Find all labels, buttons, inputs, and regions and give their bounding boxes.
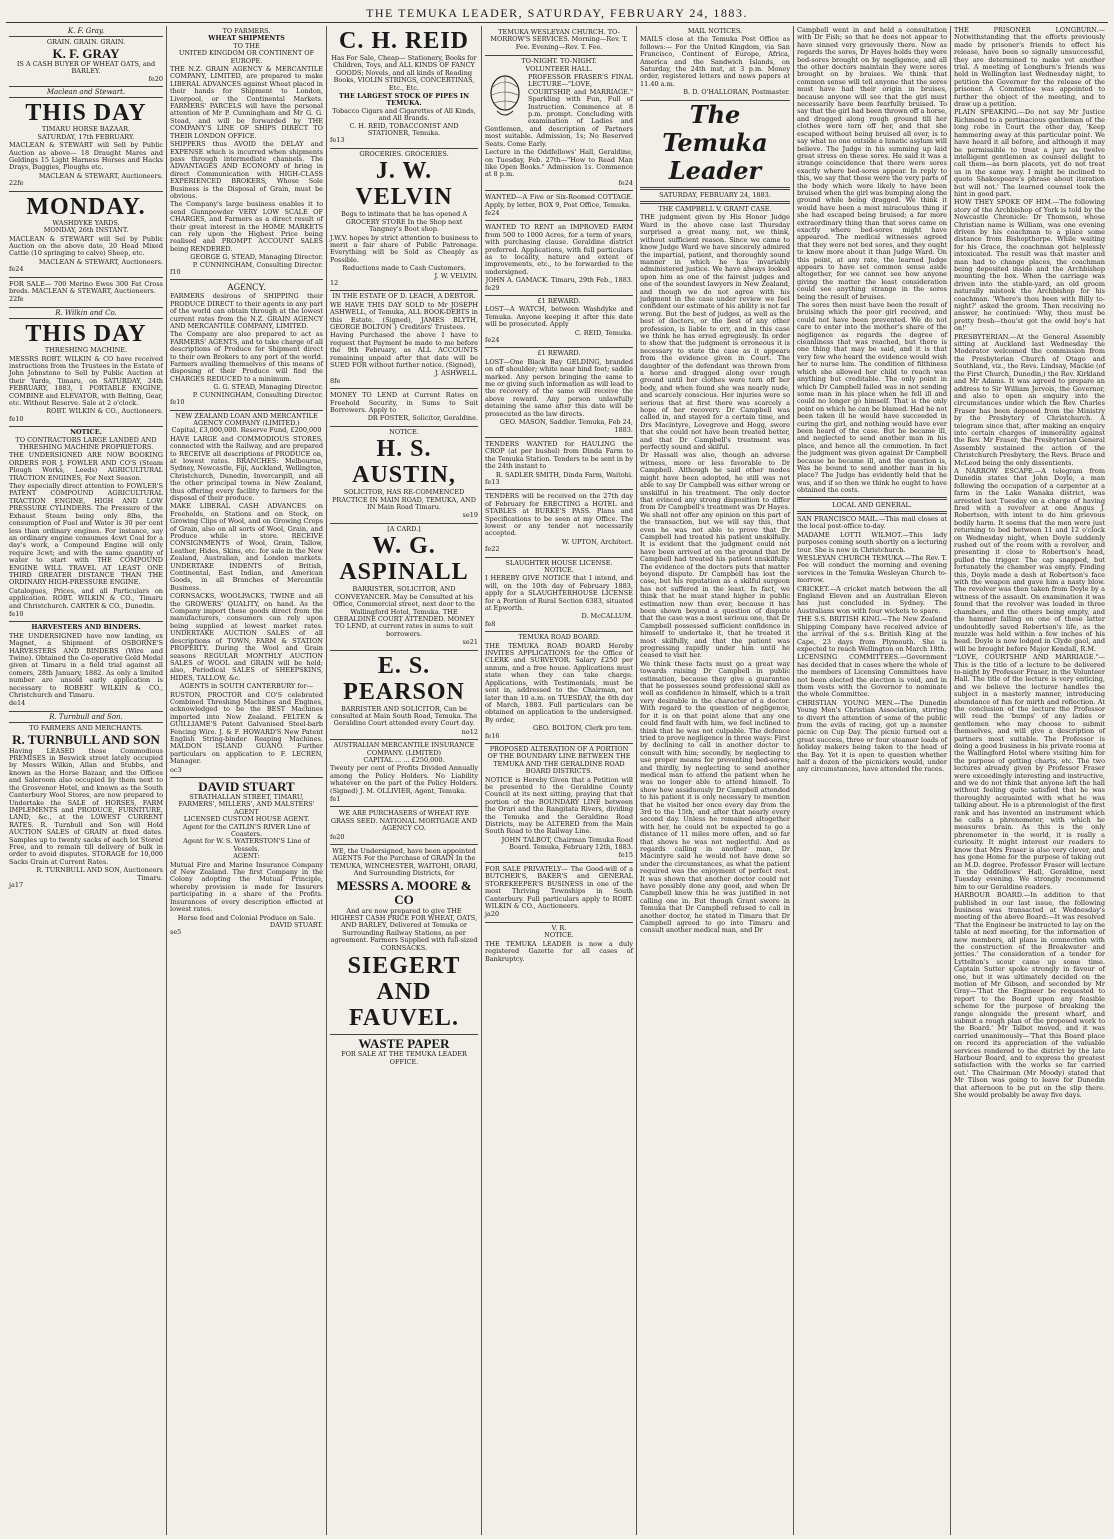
butcher-advert	[485, 863, 633, 923]
column-1	[6, 26, 166, 1535]
advert-body: TENDERS will be received on the 27th day of February for ERECTING a HOTEL and STABLES at BURKE'S PASS. Plans and Specifications to be seen at my Office. The lowest or any tender not necessarily accepted.	[485, 492, 633, 538]
advert-body: Mutual Fire and Marine Insurance Company of New Zealand. The first Company in the Colony adopting the Mutual Principle, whereby provision is made for Insurers participating in a share of the Profits. Insurances of every description effected at lowest rates.	[170, 860, 323, 914]
advert-signature: C. REID, Temuka.	[574, 328, 633, 337]
advert-body: LOST—A WATCH, between Washdyke and Temuka. Anyone keeping it after this date will be prosecuted. Apply	[485, 305, 633, 329]
column-5	[636, 26, 793, 1535]
gazette-notice	[485, 923, 633, 967]
advert-body: LOST—One Black Bay GELDING, branded on off shoulder; white near hind foot; saddle marked. Any person bringing the same to me or giving such information as will lead to the recovery of the same will receive the above reward. Any person unlawfully detaining the same after this date will be prosecuted as the law directs.	[485, 357, 633, 418]
advert-subhead: WHEAT SHIPMENTS	[208, 34, 285, 43]
advert-code: fe24	[485, 336, 500, 345]
advert-signature: P. CUNNINGHAM, Consulting Director.	[192, 390, 323, 399]
advert-code: se5	[170, 928, 182, 937]
advert-body: NOTICE is Hereby Given that a Petition will be presented to the Geraldine County Council at its next sitting, praying that that portion of the BOUNDARY LINE between the Orari and the Rangitata Rivers, dividing the Temuka and the Geraldine Road Districts, may be ALTERED from the Main South Road to the Railway Line.	[485, 775, 633, 836]
advert-code: fe10	[9, 414, 24, 423]
advert-body: Has For Sale, Cheap— Stationery, Books for Children, Toys, and ALL KINDS OF FANCY GOODS; Novels, and all kinds of Reading Books, VIOLIN STRINGS, CONCERTINAS, Etc., Etc.	[331, 54, 477, 92]
advert-body: FOR SALE AT THE TEMUKA LEADER OFFICE.	[341, 1050, 467, 1066]
mortgage-advert	[330, 807, 478, 845]
advert-code: f10	[170, 268, 181, 276]
notice-heading: NOTICE.	[544, 931, 574, 940]
advert-signature: GEORGE G. STEAD, Managing Director.	[190, 253, 323, 262]
advert-name: H. S. AUSTIN,	[352, 436, 456, 489]
advert-name: E. S. PEARSON	[343, 652, 465, 705]
advert-body: MESSRS ROBT. WILKIN & CO have received instructions from the Trustees in the Estate of John Johnstone to Sell by Public Auction at their Yards, Timaru, on SATURDAY, 24th FEBRUARY, 1883, 1 PORTABLE ENGINE, COMBINE and ELEVATOR, with Belting, Gear, etc. Without Reserve. Sale at 2 o'clock.	[9, 354, 163, 407]
advert-subhead: TIMARU HORSE BAZAAR.	[41, 125, 131, 134]
advert-body: Begs to intimate that he has opened A GROCERY STORE In the Shop next Tangney's Boot shop.	[340, 210, 468, 234]
advert-subhead: LICENSED CUSTOM HOUSE AGENT.	[183, 815, 310, 824]
lecture-advert	[485, 56, 633, 191]
advert-signature: G. G. STEAD, Managing Director.	[213, 383, 323, 392]
newspaper-title: The Temuka Leader	[662, 99, 768, 185]
advert-body: Agent for the CATLIN'S RIVER Line of Coasters.	[183, 822, 310, 839]
advert-body: Having Purchased the above I have to request that Payment be made to me before the 9th February, as ALL ACCOUNTS remaining unpaid after that date will be SUED FOR without further notice. (Signed),	[330, 331, 478, 369]
advert-body: Having LEASED those Commodious PREMISES in Beswick street lately occupied by Messrs Wilkin, Allan and Stubbs, and known as the Horse Bazaar, and the Offices and Saleroom also occupied by them next to the Grosvenor Hotel, and known as the South Canterbury Wool Stores, are now prepared to Undertake the SALE of HORSES, FARM IMPLEMENTS and PRODUCE, FURNITURE, LAND, &c., at the LOWEST CURRENT RATES. R. Turnbull and Son will Hold AUCTION SALES of GRAIN at fixed dates. Samples up to twenty sacks of each lot Stored Free, and to remain till delivery of bulk in order to avoid disputes. STORAGE for 10,000 Sacks Grain at Current Rates.	[9, 746, 163, 866]
advert-header: R. Wilkin and Co.	[9, 310, 163, 319]
leach-advert	[330, 291, 478, 389]
advert-code: 12	[330, 278, 339, 287]
this-day-heading: THIS DAY	[25, 321, 147, 348]
advert-code: fe15	[618, 850, 633, 859]
gelding-reward-advert	[485, 348, 633, 437]
money-advert	[330, 389, 478, 427]
column-2	[166, 26, 326, 1535]
advert-code: 8fe	[330, 376, 341, 385]
advert-body: SHIPPERS thus AVOID the DELAY and EXPENSE which is incurred when shipments pass through intermediate channels. The ADVANTAGES AND ECONOMY of bring in direct Communication with HIGH-CLASS EXPERIENCED BROKERS, Whose Sole Business is the Disposal of Grain, must be obvious.	[170, 140, 323, 200]
advert-code: se21	[462, 638, 478, 647]
ewes-advert	[9, 278, 163, 308]
advert-subhead: £1 REWARD.	[537, 349, 581, 358]
advert-signature: D. McCALLUM.	[581, 612, 633, 621]
advert-code: fe13	[330, 136, 345, 145]
advert-name: R. TURNBULL AND SON	[12, 731, 160, 747]
advert-signature: W. UPTON, Architect.	[561, 537, 633, 546]
advert-body: THE TEMUKA LEADER is now a duly registered Gazette for all cases of Bankruptcy.	[485, 939, 633, 963]
advert-signature: DAVID STUART.	[269, 920, 323, 929]
advert-body: MONEY TO LEND at Current Rates on Freehold Security, in Sums to Suit Borrowers. Apply to	[330, 391, 478, 415]
advert-body: WE HAVE THIS DAY SOLD to Mr JOSEPH ASHWELL, of Temuka, ALL BOOK-DEBTS in this Estate. (Signed), JAMES BLYTH, GEORGE BOLTON } Creditors' Trustees.	[330, 300, 478, 331]
advert-subhead: [A CARD.]	[387, 524, 421, 533]
column-4	[481, 26, 636, 1535]
advert-name: MESSRS A. MOORE & CO	[336, 877, 472, 907]
advert-subhead: TO CONTRACTORS LARGE LANDED AND THRESHING MACHINE PROPRIETORS.	[15, 435, 157, 452]
advert-subhead: IN THE ESTATE OF D. LEACH, A DEBTOR.	[332, 292, 476, 301]
advert-code: fe13	[485, 477, 500, 486]
advert-body: I HEREBY GIVE NOTICE that I intend, and will, on the 10th day of February 1883, apply for a SLAUGHTERHOUSE LICENSE for a Portion of Rural Section 6383, situated at Epworth.	[485, 574, 633, 613]
advert-body: Agent for W. S. WATERSTON'S Line of Vessels.	[183, 837, 310, 853]
advert-header: Maclean and Stewart.	[9, 89, 163, 98]
gray-advert	[9, 26, 163, 87]
article-paragraph: We think these facts must go a great way towards raising Dr Campbell in public estimation, because they give a guarantee that he possesses sound professional skill as well as confidence in himself, which is a trait very desirable in the character of a doctor. With regard to the question of negligence, for it is on that point alone that any one could find fault with him, we feel inclined to think that he was not culpable. The defence tried to prove negligence in three ways: First by declining to call in another doctor to consult with him; secondly, by neglecting to use proper means for preventing bed-sores; and thirdly, by neglecting to send another medical man to attend the patient when he was no longer able to attend himself. To show how assiduously Dr Campbell attended to his patient it is only necessary to mention that he visited her once every day from the 3rd to the 15th, and after that nearly every second day. Unless he remained altogether with her, he could not be expected to go a distance of 11 miles more often, and so far that shows he was not neglectful. And as regards calling in another man, Dr Macintyre said he would not have done so under the circumstances, as what the patient required was the enjoyment of perfect rest. It was shown that another doctor could not have possibly done any good, and when Dr Campbell knew this he was justified in not calling one in. But though Grant swore in Temuka that Dr Campbell refused to call in another doctor, he stated in Timaru that Dr Campbell agreed to go into Timaru and consult another medical man, and Dr	[640, 659, 790, 935]
phrenology-head-icon	[485, 73, 525, 121]
advert-body: MACLEAN & STEWART will Sell by Public Auction as above— 18 Draught Mares and Geldings 15 Light Harness Horses and Hacks Drays, Buggies, Ploughs etc.	[9, 141, 163, 172]
advert-signature: P. CUNNINGHAM, Consulting Director.	[192, 260, 323, 269]
pearson-advert	[330, 651, 478, 741]
advert-code: fe10	[170, 398, 185, 407]
article-paragraph: THE judgment given by His Honor Judge Ward in the above case last Thursday surprised a great many, not, we think, without sufficient reason. Since we came to know Judge Ward we have sincerely admired the impartial, patient, and thoroughly sound manner in which he has invariably administered justice. We have always looked upon him as one of the fairest judges and one of the soundest lawyers in New Zealand, and though we do not agree with his judgment in the case under review we feel confident our estimate of his ability is not far wrong. But the best of judges, as well as the best of doctors, or the best of any other profession, is liable to err, and in this case we think he has erred egregiously. In order to show that the judgment is erroneous it is necessary to state the case as it appears from the evidence given in Court. The daughter of the defendant was thrown from a horse and dragged along over rough ground until her clothes were torn off her body, and when found she was nearly nude, and scarcely conscious. Her injuries were so serious that at first there was scarcely a hope of her recovery. Dr Campbell was called in, and stayed for a certain time, and Drs Macintyre, Lovegrove and Hogg, swore that she could not have been treated better, and that Dr Campbell's treatment was perfectly sound and skilful.	[640, 213, 790, 452]
advert-signature: B. D. O'HALLORAN, Postmaster.	[683, 88, 790, 97]
advert-name: WASTE PAPER	[358, 1036, 450, 1052]
boundary-advert	[485, 744, 633, 863]
advert-code: no12	[461, 727, 478, 736]
advert-subhead: GRAIN. GRAIN. GRAIN.	[46, 38, 126, 47]
advert-code: fe24	[485, 208, 500, 217]
advert-subhead: THE LARGEST STOCK OF PIPES IN TEMUKA.	[338, 92, 470, 108]
article-paragraph: Dr Hassall was also, though an adverse witness, more or less favorable to Dr Campbell. Although he said other modes might have been adopted, he still was not able to say Dr Campbell was either wrong or unskilful in his treatment. The only doctor that evinced any strong disposition to differ from Dr Campbell's treatment was Dr Hayes. We shall not offer any opinion on this part of the transaction, but we will say this, that even he was not able to prove that Dr Campbell had treated his patient unskilfully. It is evident that the judgment could not have been arrived at on the ground that Dr Campbell had treated his patient unskilfully. The evidence of the doctors puts that matter beyond dispute. Dr Campbell has lost the case, but his reputation as a skilful surgeon has not suffered in the least. In fact, we think that he must stand higher in public estimation now than ever, because it has been shown beyond a question of dispute that the case was a most serious one, that Dr Campbell possessed sufficient confidence in himself to undertake it, that he treated it most skilfully, and that the patient was progressing rapidly under him until he ceased to visit her.	[640, 451, 790, 660]
section-heading: LOCAL AND GENERAL.	[832, 500, 912, 509]
advert-body: Catalogues, Prices, and all Particulars on application. ROBT. WILKIN & CO., Timaru and Christchurch. CARTER & CO., Dunedin.	[9, 586, 163, 610]
advert-signature: GEO. BOLTON, Clerk pro tem.	[532, 724, 633, 733]
notice-heading: NOTICE.	[544, 566, 574, 574]
advert-body: PROFESSOR FRASER'S FINAL LECTURE—"LOVE, COURTSHIP, and MARRIAGE." Sparkling with Fun, Full of Instruction. Commence at 8 p.m. prompt. Concluding with examination of Ladies and Gentlemen, and description of Partners most suitable. Admission, 1s; No Reserved Seats. Come Early.	[485, 73, 633, 148]
advert-capital: CAPITAL ... ... £250,000.	[363, 755, 445, 764]
watch-reward-advert	[485, 296, 633, 348]
loan-agency-advert	[170, 411, 323, 779]
wanted-cottage-advert	[485, 191, 633, 221]
threshing-advert	[9, 308, 163, 427]
advert-signature: JOHN TALBOT, Chairman Temuka Road Board. Temuka, February 12th, 1883.	[501, 835, 633, 852]
news-item: A NARROW ESCAPE.—A telegram from Dunedin states that John Doyle, a man following the occupation of a carpenter at a farm in the Lake Wanaka district, was arrested last Tuesday on a charge of having fired with a revolver at one Angus J. Robertson, with intent to do him grievous bodily harm. It seems that the men were just returning to bed between 11 and 12 o'clock on Wednesday night, when Doyle suddenly rushed out of the room with a revolver, and presenting it close to Robertson's head, pulled the trigger. The cap snapped, but fortunately the chamber was empty. Finding this, Doyle made a dash at Robertson's face with the weapon and gave him a nasty blow. The revolver was then taken from Doyle by a witness of the assault. On examination it was found that the revolver was loaded in three chambers, and the others being empty, and the hammer falling on one of these latter undoubtedly saved Robertson's life, as the muzzle was held within a few inches of his head. Doyle is now lodged in Clyde gaol, and will be brought before Major Kendall, R.M.	[954, 466, 1105, 653]
advert-body: IS A CASH BUYER OF WHEAT OATS, and BARLEY.	[16, 59, 156, 76]
editorial-article	[640, 206, 790, 935]
column-6	[793, 26, 950, 1535]
advert-subhead: NEW ZEALAND LOAN AND MERCANTILE AGENCY COMPANY (LIMITED.)	[175, 411, 318, 427]
advert-body: FARMERS desirous of SHIPPING their PRODUCE DIRECT to their agents in any part of the world can obtain through at the lowest current rates from the N.Z. GRAIN AGENCY AND MERCANTILE COMPANY, LIMITED.	[170, 292, 323, 331]
velvin-advert	[330, 149, 478, 291]
advert-body: J.W.V. hopes by strict attention to business to merit a fair share of Public Patronage. Everything will be Sold as Cheaply as Possible.	[330, 233, 478, 264]
advert-body: SOLICITOR, HAS RE-COMMENCED PRACTICE IN MAIN ROAD, TEMUKA, AND IN Main Road Timaru.	[332, 488, 476, 512]
advert-subhead: V. R.	[551, 923, 567, 932]
advert-subhead: UNITED KINGDOM OR CONTINENT OF EUROPE.	[178, 49, 315, 65]
insurance-advert	[330, 740, 478, 807]
advert-signature: R. SADLER SMITH, Dinda Farm, Waitohi.	[495, 470, 633, 479]
bazaar-advert	[9, 87, 163, 192]
advert-subhead: HARVESTERS AND BINDERS.	[31, 623, 141, 632]
advert-signature: R. TURNBULL AND SON, Auctioneers Timaru.	[36, 866, 163, 882]
news-item: LICENSING COMMITTEES.—Government has decided that in cases where the whole of the members of Licensing Committees have not been elected the election is void, and in them vests with the Governor to nominate the whole Committee.	[797, 653, 947, 699]
advert-body: WE, the Undersigned, have been appointed AGENTS For the Purchase of GRAIN In the TEMUKA, WINCHESTER, WAITOHI, ORARI, And Surrounding Districts, for	[330, 847, 478, 878]
news-item: PLAIN SPEAKING.—Do not say Mr Justice Richmond to a pertinacious gentleman of the long robe in Court the other day, 'Keep hammering away at this particular point. We have heard it all before, and although it may be permissible to treat a jury as twelve intelligent gentlemen as counsel delight to call them—as born placets, yet do not treat us in the same way. I might be inclined to quote Shakespeare's phrase about iteration but will not.' The learned counsel took the hint in good part.	[954, 108, 1105, 198]
advert-subhead: AGENT:	[233, 852, 260, 861]
column-7	[950, 26, 1108, 1535]
this-day-heading: THIS DAY	[25, 100, 147, 127]
advert-subhead: STRATHALLAN STREET, TIMARU,	[189, 793, 304, 801]
news-item: PRESBYTERIAN.—At the General Assembly sitting at Auckland last Wednesday the Moderator welcomed the commission from the Presbyterian Church of Otago and Southland, viz., the Revs. Lindsay, Mackie (of the First Church, Dunedin,) the Rev. Kirkland and Mr Adams. It was agreed to prepare an address to Sir William Jervois, the Governor, and also to open an enquiry into the circumstances under which the Rev. Charles Fraser has been deposed from the Ministry by the Presbytery of Christchurch. A telegram since that, after making an enquiry into certain charges of immorality against the Rev. Mr Fraser, the Presbyterian General Assembly sustained the action of the Christchurch Presbytery, the Revs. Bruce and McLeod being the only dissentients.	[954, 332, 1105, 467]
news-item: SAN FRANCISCO MAIL.—This mail closes at the local post-office to-day.	[797, 515, 947, 531]
advert-name: W. G. ASPINALL	[339, 533, 469, 586]
advert-subhead: FARMERS', MILLERS', AND MALSTERS' AGENT	[178, 800, 315, 816]
news-item: HOW THEY SPOKE OF HIM.—The following story of the Archbishop of York is told by the Newcastle Chronicle: Dr Thomson, whose Christian name is William, was one evening driven by his coachman to a place some distance from Bishopthorpe. While waiting for his Grace, the coachman got helplessly intoxicated. The result was that master and man had to change places, the coachman being deposited inside and the Archbishop mounting the box. When the carriage was driven into the stable-yard, an old groom naturally mistook the Archbishop for his coachman. 'Where's thou been with Billy to-night?' asked the groom. Then receiving no answer, he continued: 'Why, thou must be pretty fresh—thou'st got the owld boy's hat on!'	[954, 198, 1105, 333]
dateline: SATURDAY, FEBRUARY 24, 1883.	[659, 190, 771, 199]
advert-body: THE TEMUKA ROAD BOARD Hereby INVITES APPLICATIONS for the Office of CLERK and SURVEYOR. Salary £250 per annum, and a free house. Applications must state when they can take charge. Applications, with Testimonials, must be sent in, addressed to the Chairman, not later than 10 a.m. on TUESDAY, the 6th day of March, 1883. Full particulars can be obtained on application to the undersigned. By order,	[485, 641, 633, 724]
advert-body: Reductions made to Cash Customers.	[342, 264, 466, 273]
advert-body: And are now prepared to give THE HIGHEST CASH PRICE FOR WHEAT, OATS, AND BARLEY, Delivered at Temuka or Surrounding Railway Stations, as per agreement. Farmers Supplied with full-sized CORNSACKS.	[330, 906, 478, 952]
harvesters-advert	[9, 622, 163, 711]
news-item: WESLEYAN CHURCH TEMUKA.—The Rev. T. Fee will conduct the morning and evening services in the Temuka Wesleyan Church to-morrow.	[797, 554, 947, 585]
title-rule	[640, 201, 790, 204]
advert-code: fe20	[148, 74, 163, 83]
advert-code: fe29	[485, 283, 500, 292]
advert-code: fe22	[485, 545, 500, 554]
advert-code: fe8	[485, 619, 496, 628]
advert-subhead: VOLUNTEER HALL.	[525, 64, 593, 73]
advert-signature: J. W. VELVIN.	[434, 271, 478, 280]
advert-body: CORNSACKS, WOOLPACKS, TWINE and all the GROWERS' QUALITY, on hand. As the Company import these goods direct from the manufacturers, consumers can rely upon being supplied at lowest market rates. UNDERTAKE AUCTION SALES of all descriptions of TOWN, FARM & STATION PROPERTY. During the Wool and Grain seasons REGULAR MONTHLY AUCTION SALES of WOOL and GRAIN will be held; also, Periodical SALES of SHEEPSKINS, HIDES, TALLOW, &c.	[170, 592, 323, 682]
advert-body: WANTED TO RENT an IMPROVED FARM from 500 to 1000 Acres, for a term of years, with purchasing clause. Geraldine district preferred. Applications, with full particulars as to locality, nature and extent of improvements, etc., to be forwarded to the undersigned.	[485, 223, 633, 276]
advert-body: They especially direct attention to FOWLER'S PATENT COMPOUND AGRICULTURAL TRACTION ENGINE, HIGH AND LOW PRESSURE CYLINDERS. The Pressure of the Exhaust Steam being only 8lbs, the consumption of Fuel and Water is 30 per cent less than ordinary engines. For instance, say an ordinary engine consumes 4cwt Coal for a day's work, a Compound Engine will only require 3cwt; and with the same quantity of water to start with THE COMPOUND ENGINE WILL TRAVEL AT LEAST ONE THIRD GREATER DISTANCE THAN THE ORDINARY HIGH-PRESSURE ENGINE.	[9, 482, 163, 587]
advert-subhead: TO FARMERS.	[222, 27, 271, 35]
advert-code: fe1	[330, 795, 341, 803]
advert-body: Horse feed and Colonial Produce on Sale.	[177, 913, 316, 922]
advert-body: The Company's large business enables it to send Gunnpowder VERY LOW SCALE OF CHARGES, and Farmers as a direct result of their great interest in the HOME MARKETS can rely upon the Highest Price being realised and PROMPT ACCOUNT SALES being RENDERED.	[170, 200, 323, 253]
slaughter-advert	[485, 558, 633, 633]
advert-code: 22fe	[9, 179, 24, 188]
road-board-advert	[485, 632, 633, 744]
advert-code: fe24	[618, 178, 633, 187]
hotel-tender-advert	[485, 490, 633, 557]
waste-paper-advert	[330, 1035, 478, 1069]
advert-date: SATURDAY, 17th FEBRUARY.	[37, 132, 135, 141]
advert-body: BARRISTER AND SOLICITOR, Can be consulted at Main South Road, Temuka. The Geraldine Court attended every Court day.	[330, 704, 478, 728]
news-item: THE S.S. BRITISH KING.—The New Zealand Shipping Company have received advice of the arrival of the s.s. British King at the Cape, 23 days from Plymouth. She is expected to reach Wellington on March 18th.	[797, 615, 947, 653]
advert-body: TENDERS WANTED for HAULING the CROP (at per bushel) from Dinda Farm to the Temuka Station. Tenders to be sent in by the 24th instant to	[485, 439, 633, 471]
stuart-advert	[170, 778, 323, 940]
grain-agency-advert	[170, 26, 323, 280]
news-item: THE PRISONER LONGBURN.—Notwithstanding that the efforts previously made by prisoner's friends to effect his release, have been so signally unsuccessful, they are determined to make yet another trial. A meeting of Longburn's friends was held in Wellington last Wednesday night, to petition the Governor for the release of the prisoner. A Committee was appointed to further the object of the meeting, and to draw up a petition.	[954, 26, 1105, 109]
advert-code: de14	[9, 699, 26, 708]
advert-signature: GEO. MASON, Saddler. Temuka, Feb 24, 1883.	[499, 418, 633, 434]
advert-body: WANTED—A Five or Six-Roomed COTTAGE. Apply, by letter, BOX 9, Post Office, Temuka.	[485, 193, 633, 209]
advert-body: The Company are also prepared to act as FARMERS' AGENTS, and to take charge of all descriptions of Produce for Shipment direct to their own Brokers to any port of the world. Farmers availing themselves of this means of disposing of their Produce will find the CHARGES REDUCED to a minimum.	[170, 330, 323, 383]
advert-subhead: £1 REWARD.	[537, 297, 581, 305]
advert-signature: DR FOSTER, Solicitor, Geraldine.	[367, 414, 478, 423]
advert-body: THE N.Z. GRAIN AGENCY & MERCANTILE COMPANY, LIMITED, are prepared to make LIBERAL ADVANCES against Wheat placed in their hands for Shipment to London, Liverpool, or the Continental Markets. FARMERS' PARCELS will have the personal attention of Mr P. Cunningham and Mr G. G. Stead, and will be forwarded by THE COMPANY'S LINE OF SHIPS DIRECT TO THEIR LONDON OFFICE.	[170, 65, 323, 140]
moore-advert	[330, 845, 478, 1035]
advert-body: TEMUKA WESLEYAN CHURCH. TO-MORROW'S SERVICES. Morning—Rev. T. Fee. Evening—Rev. T. Fee.	[490, 28, 628, 51]
advert-body: FOR SALE PRIVATELY— The Good-will of a BUTCHER'S, BAKER'S and GENERAL STOREKEEPER'S BUSINESS in one of the most Thriving Townships in South Canterbury. Full particulars apply to ROBT. WILKIN & CO., Auctioneers.	[485, 865, 633, 911]
notice-heading: NOTICE.	[70, 428, 102, 437]
advert-code: 22fe	[9, 295, 24, 304]
advert-subhead: THRESHING MACHINE.	[44, 346, 128, 355]
advert-body: THE UNDERSIGNED have now landing, ex Magnet, a Shipment of OSBORNE'S HARVESTERS AND BINDERS (Wire and Twine). Obtained the Co-operative Gold Medal given at Timaru in a field trial against all comers, 28th January, 1882. As only a limited number are unsold early application is necessary to ROBERT WILKIN & CO., Christchurch and Timaru.	[9, 631, 163, 700]
advert-subhead: AGENTS in SOUTH CANTERBURY for—	[179, 682, 314, 691]
advert-body: FOR SALE— 700 Merino Ewes 300 Fat Cross breds. MACLEAN & STEWART, Auctioneers.	[9, 279, 163, 295]
austin-advert	[330, 427, 478, 524]
advert-body: MACLEAN & STEWART will Sel by Public Auction on the above date, 20 Head Mixed Cattle (10 springing to calve) Sheep, etc.	[9, 234, 163, 258]
news-item: MADAME LOTTI WILMOT.—This lady purposes coming south shortly on a lecturing tour. She is now in Christchurch.	[797, 530, 947, 554]
advert-header: K. F. Gray.	[9, 28, 163, 37]
advert-code: fe16	[485, 731, 500, 740]
advert-body: Twenty per cent of Profits Divided Annually among the Policy Holders. No Liability whatever on the part of the Policy Holders. (Signed) J. M. OLLIVIER, Agent, Temuka.	[330, 764, 478, 795]
advert-subhead: TEMUKA ROAD BOARD.	[518, 633, 600, 642]
advert-name: C. H. REID	[338, 28, 469, 54]
article-paragraph: Campbell went in and held a consultation with Dr Fish; so that he does not appear to have sinned very grievously there. Now as regards the sores, Dr Hayes holds they were bed-sores brought on by negligence, and all the other doctors maintain they were sores brought on by bruises. We think that common sense will tell anyone that the sores must have had their origin in bruises, because anyone will see that the girl must necessarily have been fearfully bruised. To say that the girl had been thrown off a horse, and dragged along rough ground till her clothes were torn off her, and that she escaped without being bruised all over, is to say what no one outside a lunatic asylum will believe. The Judge in his summing up laid great stress on these sores. He said it was a strange coincidence that there were sores exactly where bed-sores appear. In reply to this, we say that these were the very parts of the body which were likely to have been bruised when the girl was bumping along the ground while being dragged. We think it would have been a most miraculous thing if she had escaped being bruised; a far more extraordinary thing than that sores came on exactly where bed-sores might have appeared. The medical witnesses agreed that they were not bed sores, and they ought to know more about it than Judge Ward. On this point, at any rate, the learned Judge appears to have set common sense aside altogether, for we cannot see how anyone giving the matter the least consideration could see anything strange in the sores being the result of bruises.	[797, 26, 947, 301]
section-rule	[797, 497, 947, 500]
advert-code: se19	[462, 511, 478, 520]
aspinall-advert	[330, 524, 478, 651]
advert-code: ja17	[9, 880, 24, 889]
advert-date: MONDAY, 26th INSTANT.	[43, 226, 129, 235]
advert-body: Lecture in the Oddfellows' Hall, Geraldine, on Tuesday, Feb. 27th—"How to Read Man like Open Books." Admission 1s. Commence at 8 p.m.	[485, 148, 633, 179]
advert-subhead: PROPOSED ALTERATION OF A PORTION OF THE BOUNDARY LINE BETWEEN THE TEMUKA AND THE GERALDINE ROAD BOARD DISTRICTS.	[487, 744, 631, 776]
mail-notices	[640, 26, 790, 101]
page-masthead: THE TEMUKA LEADER, SATURDAY, FEBRUARY 24, 1883.	[6, 4, 1108, 23]
advert-body: MAILS close at the Temuka Post Office as follows:— For the United Kingdom, via San Francisco, Continent of Europe, Africa, America and the Sandwich Islands, on Saturday, the 24th inst, at 3 p.m. Money order, registered letters and news papers at 11.40 a.m.	[640, 35, 790, 88]
advert-name: SIEGERT AND FAUVEL.	[347, 953, 461, 1032]
agency-advert	[170, 280, 323, 410]
monday-heading: MONDAY.	[26, 193, 146, 220]
advert-subhead: GROCERIES. GROCERIES.	[359, 149, 449, 158]
article-heading: THE CAMPBELL V. GRANT CASE.	[658, 205, 772, 214]
advert-code: ja20	[485, 910, 500, 919]
turnbull-advert	[9, 712, 163, 893]
advert-signature: J. ASHWELL.	[434, 369, 478, 378]
advert-code: fe10	[9, 609, 24, 618]
advert-subhead: SLAUGHTER HOUSE LICENSE.	[505, 558, 613, 567]
advert-body: WE ARE PURCHASERS of WHEAT RYE GRASS SEED. NATIONAL MORTGAGE AND AGENCY CO.	[330, 809, 478, 833]
advert-header: R. Turnbull and Son.	[9, 714, 163, 723]
news-item: CRICKET.—A cricket match between the all England Eleven and an Australian Eleven has just concluded in Sydney. The Australians won with four wickets to spare.	[797, 584, 947, 615]
article-paragraph: The sores then must have been the result of bruising which the poor girl received, and could not have been prevented. We do not care to enter into the mother's share of the negligence as regards the degree of cleanliness that was reached, but there is one thing that may be said, and it is that very few who heard the evidence would wish her to nurse him. The condition of filthiness which she allowed her child to reach was anything but creditable. The only point in which Dr Campbell failed was in not sending some man in his place when he fell ill and could no longer go himself. That is the only point on which he can be blamed. Had he not been taken ill he would have succeeded in curing the girl, and nothing would have ever been heard of the case. But he became ill, and neglected to send another man in his place, and hence all the commotion. In fact the judgment was given against Dr Campbell because he became ill, and the question is, Was he bound to send another man in his place? The Judge has evidently held that he was, and if so then we think he ought to have obtained the costs.	[797, 301, 947, 495]
advert-signature: MACLEAN & STEWART, Auctioneers.	[38, 257, 163, 266]
notice-heading: NOTICE.	[389, 427, 419, 436]
hauling-tender-advert	[485, 438, 633, 490]
advert-body: BARRISTER, SOLICITOR, AND CONVEYANCER. May be Consulted at his Office, Commercial street, next door to the Wallingford Hotel, Temuka. THE GERALDINE COURT ATTENDED. MONEY TO LEND, at current rates in sums to suit borrowers.	[333, 585, 475, 638]
advert-subhead: WASHDYKE YARDS.	[52, 218, 120, 227]
reid-advert	[330, 26, 478, 149]
advert-signature: JOHN A. GAMACK. Timaru, 29th Feb., 1883.	[485, 276, 633, 285]
news-item: CHRISTIAN YOUNG MEN.—The Dunedin Young Men's Christian Association, stirring to divert the attention of some of the public from the evils of racing, got up a monster picnic on Cup Day. The picnic turned out a great success, three or four steamer loads of holiday makers being taken to the head of the Bay. Yet it is open to question whether half a dozen of the picnickers would, under any circumstances, have attended the races.	[797, 698, 947, 774]
advert-body: THE UNDERSIGNED ARE NOW BOOKING ORDERS FOR J. FOWLER AND CO'S (Steam Plough Works, Leeds) AGRICULTURAL TRACTION ENGINES, For Next Season.	[9, 451, 163, 482]
advert-body: HAVE LARGE and COMMODIOUS STORES, connected with the Railway, and are prepared to RECEIVE all descriptions of PRODUCE on, at lowest rates. BRANCHES: Melbourne, Sydney, Newcastle, Fiji, Auckland, Wellington, Christchurch, Dunedin, Invercargill, and all the other principal towns in New Zealand, thus offering every facility to farmers for the disposal of their produce.	[170, 434, 323, 502]
advert-signature: ROBT. WILKIN & CO., Auctioneers.	[46, 407, 163, 416]
advert-subhead: AGENCY.	[227, 282, 266, 293]
advert-body: Tobacco Cigars and Cigarettes of All Kinds, and All Brands.	[332, 106, 476, 123]
church-advert	[485, 26, 633, 56]
monday-advert	[9, 192, 163, 278]
title-rule	[640, 187, 790, 190]
advert-signature: MACLEAN & STEWART, Auctioneers.	[38, 171, 163, 180]
advert-body: RUSTON, PROCTOR and CO'S celebrated Combined Threshing Machines and Engines, acknowledged to be the BEST Machines imported into New Zealand. FELTEN & GUILLIAME'S Patent Galvanised Steel-barb Fencing Wire. J. & F. HOWARD'S New Patent English String-binder Reaping Machines. MALDON ISLAND GUANO. Further particulars on application to F. LECREN, Manager.	[170, 690, 323, 766]
advert-signature: C. H. REID, TOBACCONIST AND STATIONER, Temuka.	[349, 121, 459, 138]
advert-subhead: TO-NIGHT. TO-NIGHT.	[521, 57, 597, 66]
advert-subhead: AUSTRALIAN MERCANTILE INSURANCE COMPANY. (LIMITED)	[333, 741, 475, 757]
advert-code: fe20	[330, 832, 345, 841]
advert-code: fe24	[9, 265, 24, 274]
advert-subhead: TO THE	[233, 41, 260, 50]
advert-code: oc3	[170, 765, 182, 774]
advert-name: K. F. GRAY	[52, 45, 120, 61]
advert-name: J. W. VELVIN	[355, 158, 453, 211]
newspaper-page	[6, 4, 1108, 1535]
wanted-farm-advert	[485, 221, 633, 296]
advert-name: DAVID STUART	[198, 779, 295, 794]
fowler-advert	[9, 427, 163, 622]
advert-capital: Capital, £3,000,000. Reserve Fund, £200,000	[171, 426, 322, 435]
news-item: HARBOUR BOARD.—In addition to that published in our last issue, the following business was transacted at Wednesday's meeting of the above Board:—It was resolved 'That the Engineer be instructed to lay on the table at next meeting, for the information of new members, all plans in connection with the construction of the Breakwater and jetties.' The consideration of a tender for Lyttelton's scour came up some time. Captain Sutter spoke strongly in favour of one, but it was ultimately decided on the motion of Mr Gibson, and seconded by Mr Gray—'That the Engineer be requested to report to the Board upon any feasible scheme for the purpose of breaking the range alongside the present wharf, and submit a rough plan of the proposed work to the Board.' Mr Talbot moved, and it was carried unanimously—'That this Board place on record its appreciation of the valuable services rendered to the district by the late Harbour Board, and to express the greatest satisfaction with the works so far carried out.' The Chairman (Mr Moody) stated that Mr Tilson was going to leave for Dunedin that afternoon to be put on the slip there. She would probably be away five days.	[954, 891, 1105, 1100]
advert-subhead: MAIL NOTICES.	[687, 27, 743, 35]
advert-subhead: TO FARMERS AND MERCHANTS.	[29, 724, 143, 733]
section-rule	[797, 511, 947, 514]
news-item: "LOVE, COURTSHIP AND MARRIAGE."—This is the title of a lecture to be delivered to-night by Professor Fraser, in the Volunteer Hall. The title of the lecture is very enticing, and we believe the lecturer handles the subject in a masterly manner, introducing abundance of fun for mirth and reflection. At the conclusion of the lecture the Professor will read the 'bumps' of any ladies or gentlemen who may choose to submit themselves, and will give a description of partners most suitable. The Professor is doing a good business in his private rooms at the Wallingford Hotel where visiting him for the purpose of getting charts, etc. The two lectures already given by Professor Fraser were exceedingly interesting and instructive, and we do not think that anyone left the hall without feeling quite satisfied that he was thoroughly acquainted with what he was talking about. He is a phrenologist of the first rank and has invented an instrument which he calls a phrenometer, with which he measures brain. As this is the only phrenometer in the world, it is really a curiosity. It might interest our readers to know that Mrs Fraser is also very clever, and has gone Home for the purpose of taking out an M.D. degree. Professor Fraser will lecture in the Oddfellows' Hall, Geraldine, next Tuesday evening. We strongly recommend him to our Geraldine readers.	[954, 653, 1106, 891]
advert-body: MAKE LIBERAL CASH ADVANCES on Freeholds, on Stations and on Stock, on Growing Clips of Wool, and on Growing Crops of Grain, also on all sorts of Wool, Grain, and Produce while in store. RECEIVE CONSIGNMENTS of Wool, Grain, Tallow, Leather, Hides, Skins, etc. for sale in the New Zealand, Australian, and London markets. UNDERTAKE INDENTS of British, Continental, East Indian, and American Goods, in all Branches of Mercantile Business.	[170, 502, 323, 592]
column-3	[326, 26, 481, 1535]
